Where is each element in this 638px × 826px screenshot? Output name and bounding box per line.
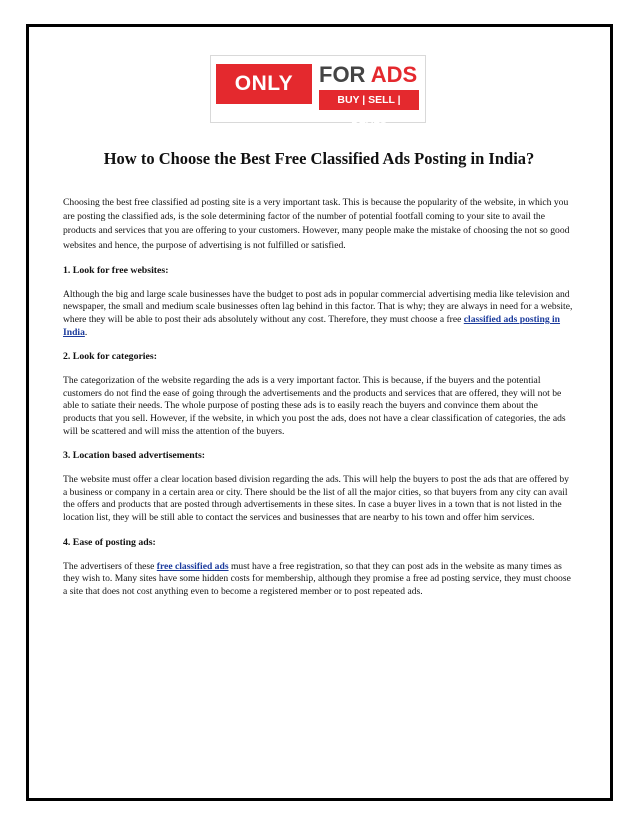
section-3-heading: 3. Location based advertisements: xyxy=(63,450,206,462)
free-classified-ads-link[interactable]: free classified ads xyxy=(156,560,229,572)
logo-for: FOR xyxy=(319,62,371,87)
section-2-heading: 2. Look for categories: xyxy=(63,351,157,363)
only-for-ads-logo xyxy=(210,55,426,126)
section-4-paragraph xyxy=(63,561,573,599)
section-1-heading: 1. Look for free websites: xyxy=(63,264,169,276)
section-3-paragraph: The website must offer a clear location based division regarding the ads. This will help the buyers to post the ads that are offered by a business or company in a certain area or city. There should be the list of all the major cities, so that buyers from any city can avail the offers and products that are posted through advertisements in these sites. In case a buyer lives in a town that is not listed in the location list, they will be still able to contact the services and businesses that are nearby to his town and offer him services. xyxy=(63,474,569,523)
section-1-text-end: . xyxy=(84,326,88,338)
section-2-paragraph: The categorization of the website regarding the ads is a very important factor. This is because, if the buyers and the potential customers do not find the ease of going through the advertisements and the products and services that are offered, they will not be able to satiate their needs. The whole purpose of posting these ads is to easily reach the buyers and convince them about the products that you sell. However, if the website, in which you post the ads, does not have a clear classification of categories, the ads will be scattered and will miss the attention of the buyers. xyxy=(63,375,566,437)
section-1-paragraph xyxy=(63,289,573,339)
section-4-text-end: must have a free registration, so that they can post ads in the website as many times as they wish to. Many sites have some hidden costs for membership, although they promise a free ad posting service, they must choose a site that does not cost anything even to become a registered member or to post repeated ads. xyxy=(63,560,571,597)
logo-tagline: BUY | SELL | DEALS xyxy=(319,90,419,110)
classified-ads-posting-link[interactable]: classified ads posting in India xyxy=(63,314,561,338)
logo-ads: ADS xyxy=(370,62,418,87)
article-body xyxy=(63,196,573,609)
logo-for-ads-text xyxy=(319,62,417,88)
intro-paragraph: Choosing the best free classified ad posting site is a very important task. This is because the popularity of the website, in which you are posting the classified ads, is the sole determining factor of the number of potential footfall coming to your site to avail the products and services that you are offering to your customers. However, many people make the mistake of choosing the not so good websites and hence, the purpose of advertising is not fulfilled or satisfied. xyxy=(63,197,570,251)
section-4-text: The advertisers of these xyxy=(63,560,157,572)
page-title: How to Choose the Best Free Classified Ads Posting in India? xyxy=(103,149,535,168)
logo-only-block: ONLY xyxy=(216,64,312,104)
section-4-heading: 4. Ease of posting ads: xyxy=(63,536,156,548)
section-1-text: Although the big and large scale businesses have the budget to post ads in popular commercial advertising media like television and newspaper, the small and medium scale businesses often lag behind in this factor. That is why; they are always in need for a website, where they will be able to post their ads absolutely without any cost. Therefore, they must choose a free xyxy=(63,288,573,325)
